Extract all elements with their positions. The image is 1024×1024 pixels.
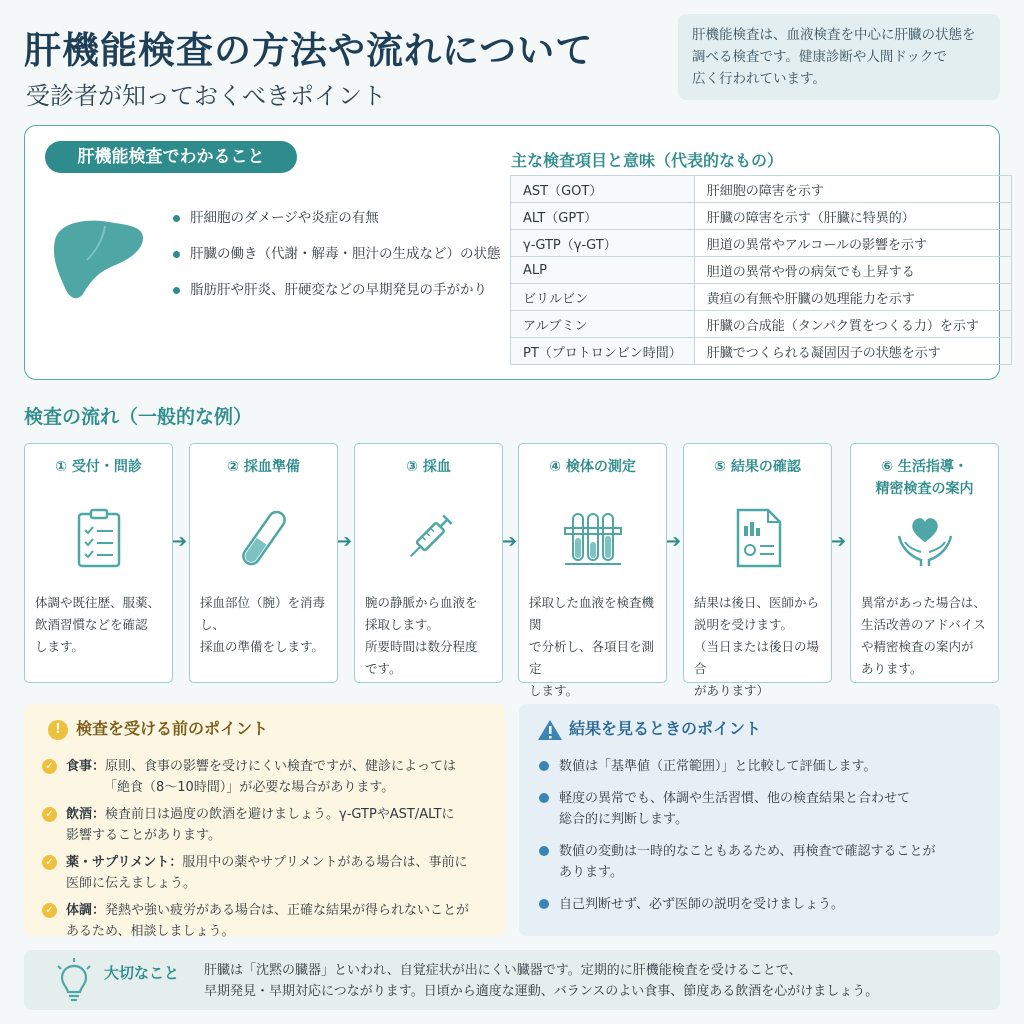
test-meaning-cell: 胆道の異常やアルコールの影響を示す	[694, 230, 1011, 257]
item-text: 数値の変動は一時的なこともあるため、再検査で確認することが	[559, 844, 936, 859]
desc-line: （当日または後日の場合	[694, 639, 820, 676]
before-exam-panel	[24, 704, 505, 939]
intro-line: 肝機能検査は、血液検査を中心に肝臓の状態を	[692, 27, 976, 43]
step-description	[35, 592, 164, 658]
desc-line: や精密検査の案内が	[861, 639, 974, 654]
item-text: 総合的に判断します。	[559, 812, 688, 827]
flow-step-reception	[24, 443, 173, 683]
important-banner	[24, 950, 1000, 1010]
step-description	[200, 592, 329, 658]
test-name-cell: ALP	[511, 257, 695, 284]
desc-line: 採取します。	[365, 617, 440, 632]
know-item-text: 脂肪肝や肝炎、肝硬変などの早期発見の手がかり	[190, 282, 487, 298]
desc-line: します。	[35, 639, 85, 654]
arrow-right-icon: ➔	[337, 531, 353, 552]
arrow-right-icon: ➔	[831, 531, 847, 552]
item-label: 飲酒：	[66, 807, 106, 822]
test-meaning-cell: 肝臓でつくられる凝固因子の状態を示す	[694, 338, 1011, 365]
flow-title: 検査の流れ（一般的な例）	[24, 406, 253, 428]
table-row	[511, 176, 1012, 203]
list-item	[173, 278, 501, 314]
list-item	[539, 788, 935, 830]
before-exam-title: 検査を受ける前のポイント	[76, 719, 269, 738]
step-title	[355, 456, 502, 478]
desc-line: 異常があった場合は、	[861, 595, 986, 610]
step-title	[25, 456, 172, 478]
bullet-icon	[173, 251, 180, 258]
lightbulb-icon	[56, 958, 92, 1002]
desc-line: 採取した血液を検査機関	[529, 595, 655, 632]
test-name-cell: PT（プロトロンビン時間）	[511, 338, 695, 365]
list-item	[42, 900, 469, 942]
desc-line: あります。	[861, 661, 923, 676]
page-title: 肝機能検査の方法や流れについて	[24, 29, 594, 72]
check-icon: ✓	[42, 807, 57, 822]
result-points-panel	[519, 704, 1000, 936]
check-icon: ✓	[42, 855, 57, 870]
step-title	[519, 456, 666, 478]
arrow-right-icon: ➔	[666, 531, 682, 552]
desc-line: 採血部位（腕）を消毒し、	[200, 595, 326, 632]
table-row	[511, 230, 1012, 257]
item-text: 軽度の異常でも、体調や生活習慣、他の検査結果と合わせて	[559, 791, 911, 806]
intro-line: 調べる検査です。健康診断や人間ドックで	[692, 49, 947, 65]
result-points-list	[539, 756, 935, 926]
list-item	[173, 206, 501, 242]
report-icon	[728, 506, 788, 570]
list-item	[539, 756, 935, 777]
step-description	[694, 592, 823, 702]
desc-line: があります）	[694, 683, 770, 698]
test-name-cell: AST（GOT）	[511, 176, 695, 203]
item-label: 食事：	[66, 759, 106, 774]
item-text: 「絶食（8〜10時間）」が必要な場合があります。	[104, 780, 395, 795]
list-item	[42, 852, 469, 894]
intro-line: 広く行われています。	[692, 71, 826, 87]
step-title-line: ④ 検体の測定	[549, 459, 636, 475]
know-item-text: 肝細胞のダメージや炎症の有無	[190, 210, 379, 226]
test-name-cell: ビリルビン	[511, 284, 695, 311]
item-text: 服用中の薬やサプリメントがある場合は、事前に	[182, 855, 468, 870]
table-row	[511, 203, 1012, 230]
bullet-icon	[539, 761, 549, 771]
step-title	[851, 456, 998, 500]
desc-line: 結果は後日、医師から	[694, 595, 820, 610]
step-title-line: ① 受付・問診	[55, 459, 142, 475]
liver-icon	[47, 216, 147, 306]
important-text	[204, 960, 878, 1002]
list-item	[539, 894, 935, 915]
item-text: 影響することがあります。	[66, 828, 221, 843]
flow-step-results	[683, 443, 832, 698]
flow-step-blood-draw	[354, 443, 503, 683]
item-text: 発熱や強い疲労がある場合は、正確な結果が得られないことが	[105, 903, 470, 918]
desc-line: 採血の準備をします。	[200, 639, 325, 654]
test-items-table	[510, 175, 1012, 365]
test-tubes-rack-icon	[555, 506, 631, 570]
step-title-line: ⑤ 結果の確認	[714, 459, 801, 475]
hands-heart-icon	[891, 506, 959, 570]
list-item	[42, 804, 469, 846]
test-name-cell: ALT（GPT）	[511, 203, 695, 230]
test-meaning-cell: 胆道の異常や骨の病気でも上昇する	[694, 257, 1011, 284]
step-title	[684, 456, 831, 478]
item-text: 数値は「基準値（正常範囲）」と比較して評価します。	[559, 759, 877, 774]
desc-line: 体調や既往歴、服薬、	[35, 595, 161, 610]
desc-line: 説明を受けます。	[694, 617, 794, 632]
exclamation-icon: !	[48, 720, 68, 740]
desc-line: 所要時間は数分程度	[365, 639, 478, 654]
desc-line: です。	[365, 661, 402, 676]
check-icon: ✓	[42, 759, 57, 774]
test-tube-icon	[234, 506, 294, 570]
page-subtitle: 受診者が知っておくべきポイント	[26, 82, 386, 110]
step-title	[190, 456, 337, 478]
before-exam-heading	[48, 716, 268, 740]
know-list	[173, 206, 501, 314]
warning-triangle-icon	[537, 719, 563, 741]
test-meaning-cell: 肝臓の障害を示す（肝臓に特異的）	[694, 203, 1011, 230]
step-title-line: 精密検査の案内	[875, 481, 974, 497]
bullet-icon	[539, 793, 549, 803]
test-name-cell: γ-GTP（γ-GT）	[511, 230, 695, 257]
bullet-icon	[173, 215, 180, 222]
desc-line: 腕の静脈から血液を	[365, 595, 478, 610]
important-line: 早期発見・早期対応につながります。日頃から適度な運動、バランスのよい食事、節度ある飲酒を心がけましょう。	[204, 984, 879, 999]
know-pill: 肝機能検査でわかること	[45, 141, 297, 173]
clipboard-icon	[69, 506, 129, 570]
step-description	[861, 592, 990, 680]
item-text: 医師に伝えましょう。	[66, 876, 197, 891]
step-description	[365, 592, 494, 680]
test-name-cell: アルブミン	[511, 311, 695, 338]
table-row	[511, 338, 1012, 365]
list-item	[539, 841, 935, 883]
step-title-line: ② 採血準備	[227, 459, 300, 475]
check-icon: ✓	[42, 903, 57, 918]
important-line: 肝臓は「沈黙の臓器」といわれ、自覚症状が出にくい臓器です。定期的に肝機能検査を受けることで、	[204, 963, 802, 978]
syringe-icon	[399, 506, 459, 570]
table-row	[511, 257, 1012, 284]
table-row	[511, 284, 1012, 311]
before-exam-list	[42, 756, 469, 948]
item-label: 薬・サプリメント：	[66, 855, 183, 870]
desc-line: 生活改善のアドバイス	[861, 617, 986, 632]
item-text: あります。	[559, 865, 623, 880]
flow-step-measurement	[518, 443, 667, 698]
table-row	[511, 311, 1012, 338]
list-item	[173, 242, 501, 278]
know-item-text: 肝臓の働き（代謝・解毒・胆汁の生成など）の状態	[190, 246, 501, 262]
bullet-icon	[539, 846, 549, 856]
item-text: 検査前日は過度の飲酒を避けましょう。γ-GTPやAST/ALTに	[105, 807, 455, 822]
desc-line: 飲酒習慣などを確認	[35, 617, 148, 632]
desc-line: します。	[529, 683, 579, 698]
bullet-icon	[173, 287, 180, 294]
arrow-right-icon: ➔	[502, 531, 518, 552]
result-points-title: 結果を見るときのポイント	[569, 719, 762, 738]
know-panel	[24, 125, 1000, 380]
step-title-line: ⑥ 生活指導・	[881, 459, 968, 475]
bullet-icon	[539, 899, 549, 909]
step-description	[529, 592, 658, 702]
result-points-heading	[537, 716, 761, 741]
test-items-title: 主な検査項目と意味（代表的なもの）	[511, 151, 784, 170]
test-meaning-cell: 肝細胞の障害を示す	[694, 176, 1011, 203]
test-meaning-cell: 黄疸の有無や肝臓の処理能力を示す	[694, 284, 1011, 311]
flow-step-preparation	[189, 443, 338, 683]
step-title-line: ③ 採血	[406, 459, 451, 475]
item-label: 体調：	[66, 903, 106, 918]
test-meaning-cell: 肝臓の合成能（タンパク質をつくる力）を示す	[694, 311, 1011, 338]
list-item	[42, 756, 469, 798]
intro-box	[678, 14, 1000, 100]
item-text: 原則、食事の影響を受けにくい検査ですが、健診によっては	[105, 759, 457, 774]
desc-line: で分析し、各項目を測定	[529, 639, 655, 676]
arrow-right-icon: ➔	[172, 531, 188, 552]
item-text: あるため、相談しましょう。	[66, 924, 235, 939]
flow-step-guidance	[850, 443, 999, 683]
important-label: 大切なこと	[104, 964, 180, 982]
item-text: 自己判断せず、必ず医師の説明を受けましょう。	[559, 897, 844, 912]
